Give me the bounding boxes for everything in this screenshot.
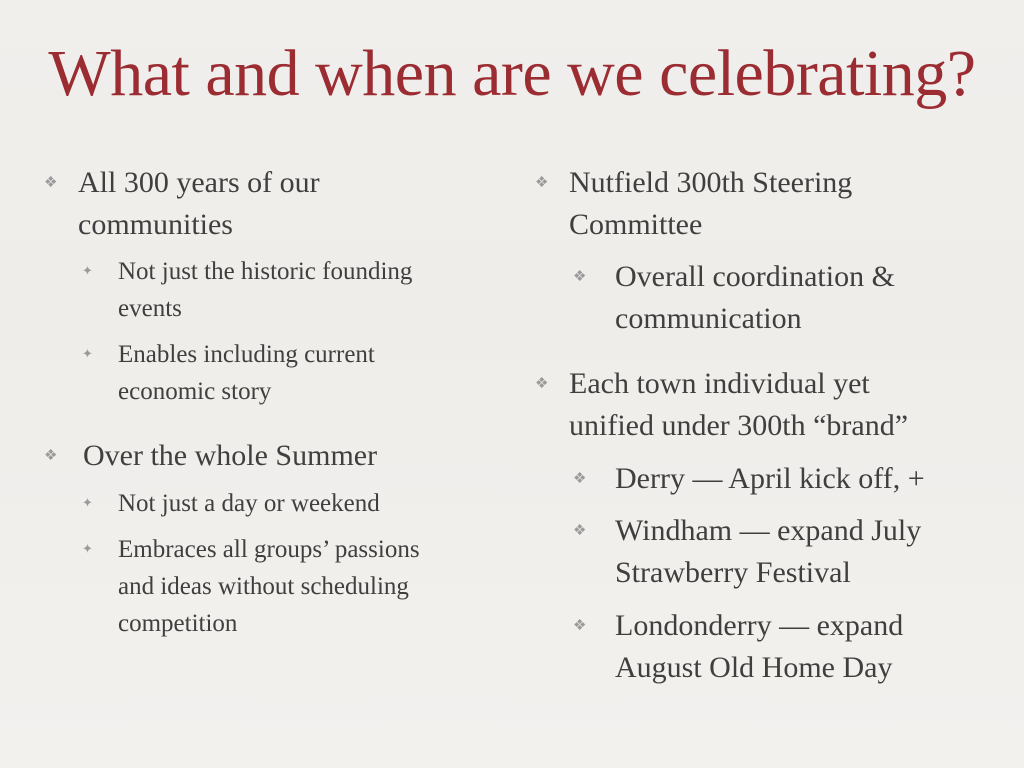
slide-title: What and when are we celebrating? xyxy=(48,37,976,110)
left-bullet-1-line-1: All 300 years of our xyxy=(78,166,320,199)
right-bullet-2 xyxy=(535,363,999,447)
left-bullet-1-line-2: communities xyxy=(78,208,233,241)
diamond-bullet-icon: ❖ xyxy=(573,618,587,634)
right-bullet-2-line-1: Each town individual yet xyxy=(569,367,870,400)
diamond-bullet-icon: ❖ xyxy=(44,175,58,191)
right-sub-bullet-4-line-2: August Old Home Day xyxy=(615,651,893,684)
right-sub-bullet-1-line-1: Overall coordination & xyxy=(615,260,895,293)
right-sub-bullet-4-line-1: Londonderry — expand xyxy=(615,609,904,642)
left-sub-bullet-3 xyxy=(82,485,508,522)
left-sub-bullet-2-line-2: economic story xyxy=(118,378,272,405)
right-sub-bullet-3-line-1: Windham — expand July xyxy=(615,514,922,547)
right-bullet-2-line-2: unified under 300th “brand” xyxy=(569,409,909,442)
star-bullet-icon: ✦ xyxy=(82,346,93,361)
left-sub-bullet-3-line-1: Not just a day or weekend xyxy=(118,490,380,517)
star-bullet-icon: ✦ xyxy=(82,495,93,510)
left-sub-bullet-1-line-2: events xyxy=(118,295,182,322)
diamond-bullet-icon: ❖ xyxy=(573,471,587,487)
right-sub-bullet-4 xyxy=(573,605,1005,689)
left-sub-bullet-4-line-1: Embraces all groups’ passions xyxy=(118,536,420,563)
left-sub-bullet-1 xyxy=(82,253,508,327)
diamond-bullet-icon: ❖ xyxy=(44,448,58,464)
right-sub-bullet-1 xyxy=(573,256,1005,340)
left-sub-bullet-4 xyxy=(82,531,508,642)
left-sub-bullet-4-line-2: and ideas without scheduling xyxy=(118,573,409,600)
diamond-bullet-icon: ❖ xyxy=(573,269,587,285)
right-sub-bullet-3-line-2: Strawberry Festival xyxy=(615,556,851,589)
left-sub-bullet-1-line-1: Not just the historic founding xyxy=(118,258,413,285)
star-bullet-icon: ✦ xyxy=(82,541,93,556)
left-sub-bullet-2 xyxy=(82,336,508,410)
right-bullet-1-line-1: Nutfield 300th Steering xyxy=(569,166,853,199)
right-sub-bullet-2 xyxy=(573,458,1005,500)
left-bullet-2-line-1: Over the whole Summer xyxy=(83,439,378,472)
star-bullet-icon: ✦ xyxy=(82,263,93,278)
left-sub-bullet-4-line-3: competition xyxy=(118,610,238,637)
right-bullet-1-line-2: Committee xyxy=(569,208,703,241)
right-sub-bullet-3 xyxy=(573,510,1005,594)
diamond-bullet-icon: ❖ xyxy=(535,376,549,392)
diamond-bullet-icon: ❖ xyxy=(573,523,587,539)
left-sub-bullet-2-line-1: Enables including current xyxy=(118,341,375,368)
right-sub-bullet-1-line-2: communication xyxy=(615,302,802,335)
diamond-bullet-icon: ❖ xyxy=(535,175,549,191)
right-bullet-1 xyxy=(535,162,989,246)
left-bullet-1 xyxy=(44,162,458,246)
right-sub-bullet-2-line-1: Derry — April kick off, + xyxy=(615,462,925,495)
left-bullet-2 xyxy=(44,435,463,477)
